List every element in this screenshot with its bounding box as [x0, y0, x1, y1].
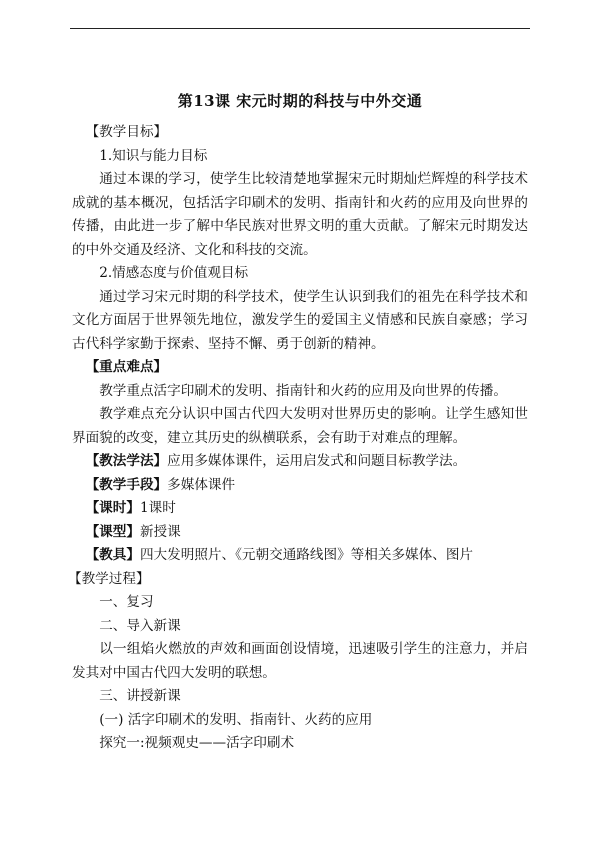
tools-label: 【教具】 — [85, 547, 140, 563]
objectives-heading: 【教学目标】 — [85, 124, 168, 140]
attitude-paragraph: 通过学习宋元时期的科学技术，使学生认识到我们的祖先在科学技术和文化方面居于世界领先地位，激发学生的爱国主义情感和民族自豪感；学习古代科学家勤于探索、坚持不懈、勇于创新的精神。 — [72, 288, 528, 352]
hours-line — [72, 497, 528, 521]
review-heading: 一、复习 — [99, 594, 154, 610]
subsection-heading: (一) 活字印刷术的发明、指南针、火药的应用 — [99, 711, 373, 728]
page-title: 第13课 宋元时期的科技与中外交通 — [177, 92, 423, 110]
method-label: 【教法学法】 — [85, 453, 168, 469]
hours-text: 1课时 — [139, 500, 176, 516]
tools-text: 四大发明照片、《元朝交通路线图》等相关多媒体、图片 — [139, 547, 474, 563]
lecture-heading: 三、讲授新课 — [99, 688, 181, 704]
key-difficult-heading: 【重点难点】 — [85, 359, 168, 375]
knowledge-paragraph: 通过本课的学习，使学生比较清楚地掌握宋元时期灿烂辉煌的科学技术成就的基本概况，包括活字印刷术的发明、指南针和火药的应用及向世界的传播，由此进一步了解中华民族对世界文明的重大贡献。了解宋元时期发达的中外交通及经济、文化和科技的交流。 — [72, 171, 528, 258]
type-line — [72, 521, 528, 545]
difficult-point-paragraph: 教学难点充分认识中国古代四大发明对世界历史的影响。让学生感知世界面貌的改变，建立其历史的纵横联系，会有助于对难点的理解。 — [72, 406, 528, 446]
key-point-paragraph: 教学重点活字印刷术的发明、指南针和火药的应用及向世界的传播。 — [99, 382, 507, 399]
document-body — [68, 121, 528, 756]
means-line — [72, 474, 528, 498]
knowledge-heading: 1.知识与能力目标 — [99, 147, 208, 164]
means-label: 【教学手段】 — [85, 476, 168, 493]
header-rule — [70, 28, 530, 29]
means-text: 多媒体课件 — [167, 476, 236, 493]
tools-line — [72, 544, 528, 568]
intro-paragraph: 以一组焰火燃放的声效和画面创设情境，迅速吸引学生的注意力，并启发其对中国古代四大发明的联想。 — [72, 641, 528, 681]
type-text: 新授课 — [139, 523, 181, 540]
method-text: 应用多媒体课件，运用启发式和问题目标教学法。 — [167, 453, 467, 469]
method-line — [72, 450, 528, 474]
type-label: 【课型】 — [85, 523, 140, 540]
process-heading: 【教学过程】 — [68, 570, 150, 587]
hours-label: 【课时】 — [85, 500, 140, 516]
explore-heading: 探究一:视频观史——活字印刷术 — [99, 735, 295, 751]
attitude-heading: 2.情感态度与价值观目标 — [99, 265, 249, 281]
intro-heading: 二、导入新课 — [99, 617, 181, 634]
